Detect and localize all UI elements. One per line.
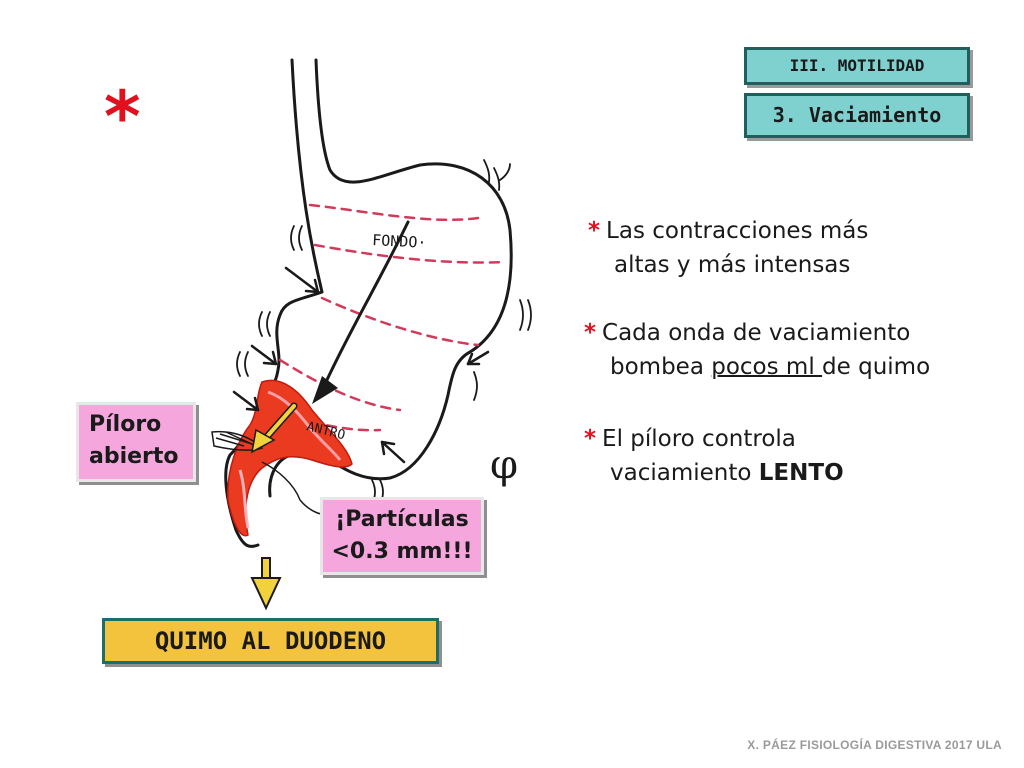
star-mark: * xyxy=(104,76,141,158)
particles-box-line2: <0.3 mm!!! xyxy=(331,539,473,564)
antrum-label: ANTRO xyxy=(305,419,347,444)
bullet-line2-post: de quimo xyxy=(822,354,931,380)
pylorus-box-line1: Píloro xyxy=(89,412,162,437)
chyme-to-duodenum-box: QUIMO AL DUODENO xyxy=(102,618,439,664)
bullet-wave xyxy=(584,316,930,384)
fundus-label: FONDO· xyxy=(371,231,427,252)
footer-credit: X. PÁEZ FISIOLOGÍA DIGESTIVA 2017 ULA xyxy=(747,738,1002,752)
bullet-line2-pre: vaciamiento xyxy=(610,460,759,486)
bullet-line1: El píloro controla xyxy=(602,426,796,452)
particles-box xyxy=(320,497,484,575)
topic-tag: 3. Vaciamiento xyxy=(744,93,970,138)
bullet-line2: altas y más intensas xyxy=(614,252,851,278)
bullet-line2 xyxy=(584,456,844,490)
bullet-line2-pre: bombea xyxy=(610,354,712,380)
section-tag: III. MOTILIDAD xyxy=(744,47,970,85)
particles-box-line1: ¡Partículas xyxy=(335,507,469,532)
phi-label: φ xyxy=(490,442,519,488)
bullet-star: * xyxy=(584,320,597,346)
stomach-outline xyxy=(226,60,511,546)
bullet-line2 xyxy=(584,350,930,384)
bullet-contractions xyxy=(588,214,868,282)
bullet-line1: Cada onda de vaciamiento xyxy=(602,320,911,346)
pylorus-open-box xyxy=(76,402,196,482)
bullet-line2-underlined: pocos ml xyxy=(711,354,823,380)
bullet-pylorus xyxy=(584,422,844,490)
bullet-star: * xyxy=(588,218,601,244)
bullet-star: * xyxy=(584,426,597,452)
bullet-line2-bold: LENTO xyxy=(758,460,844,486)
bullet-line1: Las contracciones más xyxy=(606,218,869,244)
pylorus-box-line2: abierto xyxy=(89,444,179,469)
down-arrow xyxy=(252,558,280,608)
